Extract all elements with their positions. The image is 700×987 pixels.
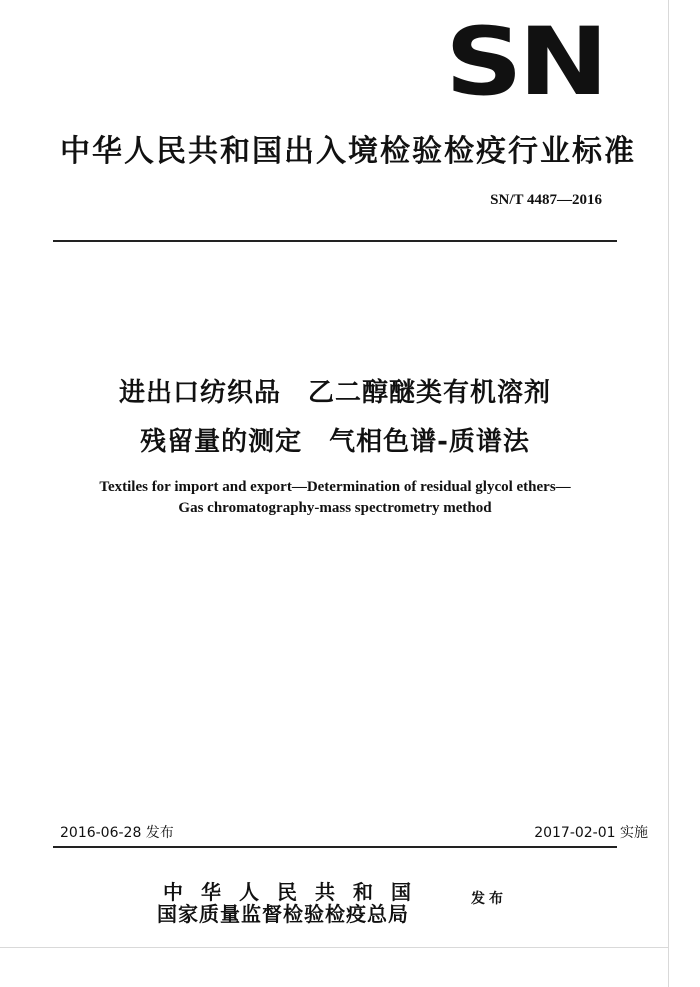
title-en-line1: Textiles for import and export—Determination of residual glycol ethers— — [99, 479, 571, 495]
implementation-date: 2017-02-01 实施 — [534, 825, 648, 841]
standard-number: SN/T 4487—2016 — [490, 192, 602, 208]
page-edge-right — [668, 0, 669, 987]
issue-word: 发布 — [471, 891, 507, 907]
title-cn-line1: 进出口纺织品 乙二醇醚类有机溶剂 — [118, 378, 551, 408]
title-en-line2: Gas chromatography-mass spectrometry method — [178, 500, 492, 516]
page-edge-bottom — [0, 947, 669, 948]
organization-title: 中华人民共和国出入境检验检疫行业标准 — [60, 134, 636, 169]
issuer-line2: 国家质量监督检验检疫总局 — [157, 902, 409, 926]
bottom-rule — [53, 846, 617, 848]
sn-logo: SN — [445, 8, 605, 117]
top-rule — [53, 240, 617, 242]
issue-date: 2016-06-28 发布 — [60, 825, 174, 841]
issuer-line1: 中华人民共和国 — [163, 880, 429, 904]
title-cn-line2: 残留量的测定 气相色谱-质谱法 — [140, 427, 530, 457]
